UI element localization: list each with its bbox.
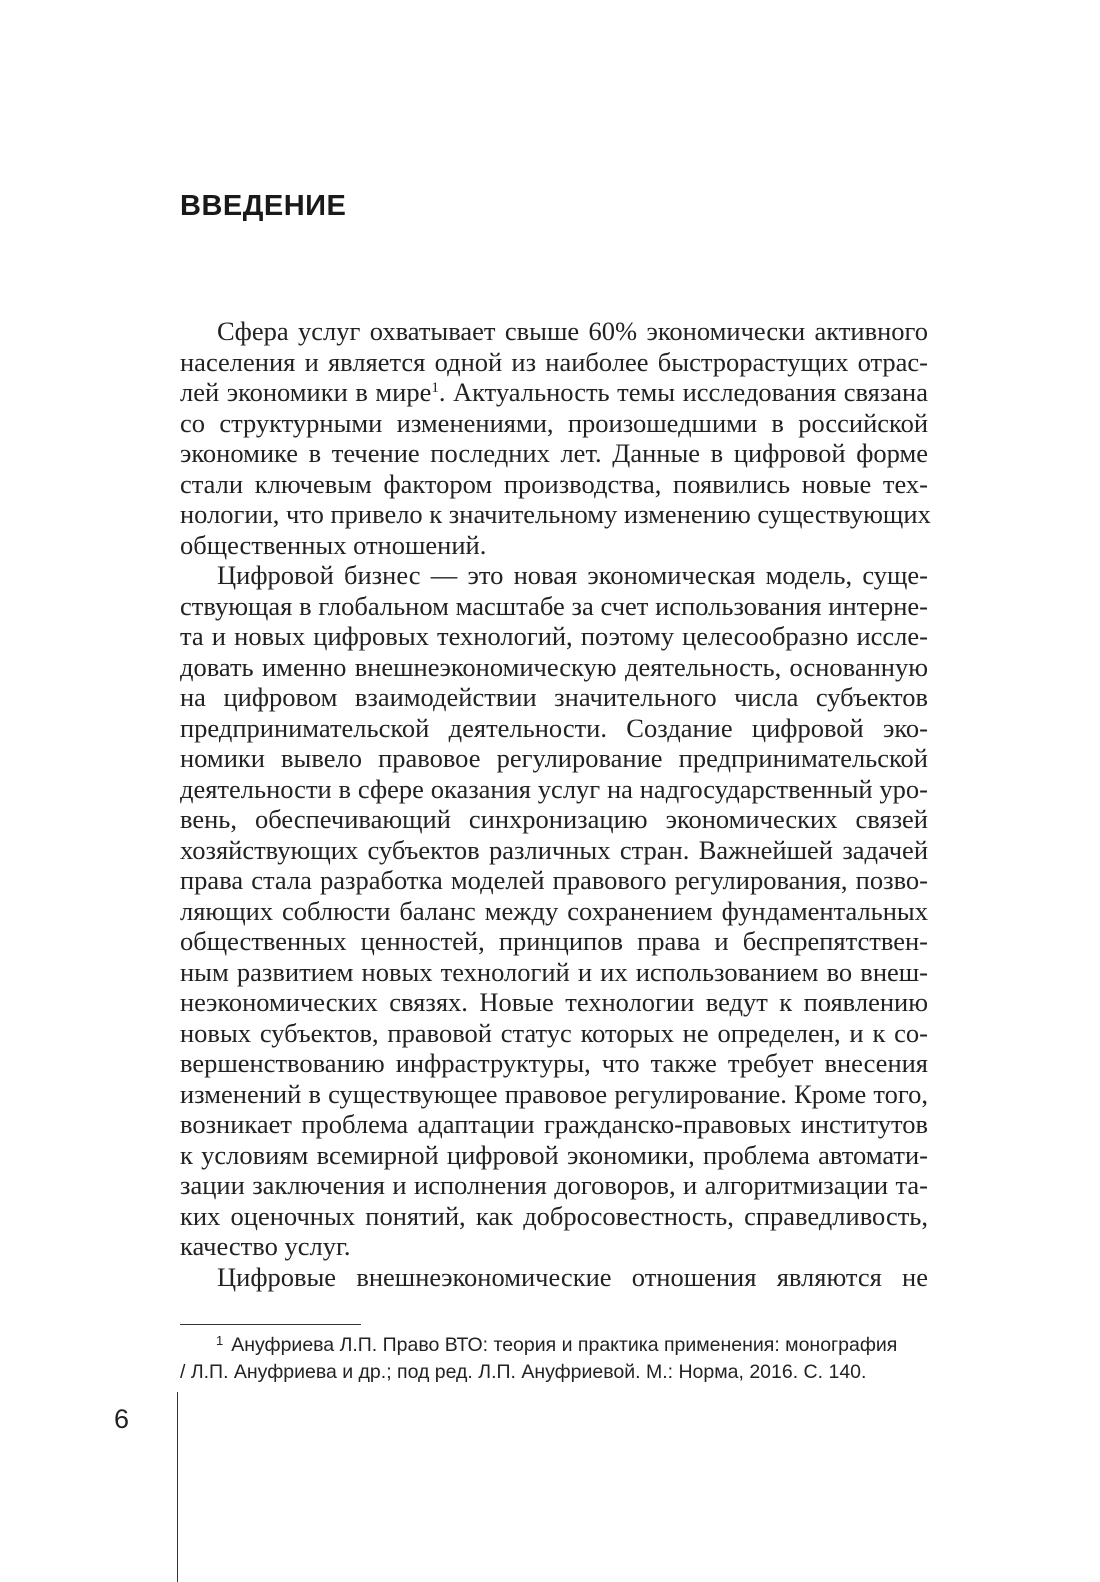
margin-rule bbox=[177, 1392, 178, 1582]
text-line: неэкономических связях. Новые технологии ведут к появлению bbox=[180, 987, 928, 1017]
text-line: ствующая в глобальном масштабе за счет использования интерне- bbox=[180, 590, 928, 621]
text-line: к условиям всемирной цифровой экономики, проблема автомати- bbox=[180, 1139, 928, 1170]
text-line: стали ключевым фактором производства, появились новые тех- bbox=[180, 468, 928, 499]
footnote bbox=[180, 1332, 928, 1386]
footnote-reference[interactable]: 1 bbox=[431, 380, 439, 396]
text-line: Цифровые внешнеэкономические отношения являются не bbox=[217, 1261, 928, 1292]
text-line: на цифровом взаимодействии значительного числа субъектов bbox=[180, 682, 928, 712]
text-line: качество услуг. bbox=[180, 1231, 351, 1261]
text-line: со структурными изменениями, произошедшими в российской bbox=[180, 407, 928, 438]
text-fragment: лей экономики в мире bbox=[180, 377, 432, 407]
chapter-heading: ВВЕДЕНИЕ bbox=[180, 190, 347, 222]
text-line: ких оценочных понятий, как добросовестность, справедливость, bbox=[180, 1200, 928, 1231]
text-line: та и новых цифровых технологий, поэтому целесообразно иссле- bbox=[180, 621, 928, 651]
footnote-line bbox=[180, 1332, 928, 1359]
text-line: Цифровой бизнес — это новая экономическая модель, суще- bbox=[217, 560, 928, 590]
text-line: ным развитием новых технологий и их использованием во внеш- bbox=[180, 956, 928, 987]
text-line: населения и является одной из наиболее быстрорастущих отрас- bbox=[180, 346, 928, 377]
text-line: зации заключения и исполнения договоров, и алгоритмизации та- bbox=[180, 1170, 928, 1200]
text-line: предпринимательской деятельности. Создание цифровой эко- bbox=[180, 712, 928, 743]
text-line: ляющих соблюсти баланс между сохранением фундаментальных bbox=[180, 895, 928, 926]
body-text bbox=[180, 316, 931, 1292]
text-line: номики вывело правовое регулирование предпринимательской bbox=[180, 743, 928, 773]
text-line bbox=[180, 377, 928, 408]
text-fragment: . Актуальность темы исследования связана bbox=[438, 377, 928, 407]
text-line: общественных ценностей, принципов права и беспрепятствен- bbox=[180, 926, 928, 956]
text-line: права стала разработка моделей правового регулирования, позво- bbox=[180, 865, 928, 895]
text-line: экономике в течение последних лет. Данные в цифровой форме bbox=[180, 438, 928, 468]
footnote-separator bbox=[180, 1324, 361, 1325]
text-line: деятельности в сфере оказания услуг на надгосударственный уро- bbox=[180, 773, 928, 804]
footnote-line: / Л.П. Ануфриева и др.; под ред. Л.П. Ануфриевой. М.: Норма, 2016. С. 140. bbox=[180, 1361, 867, 1383]
footnote-text: Ануфриева Л.П. Право ВТО: теория и практика применения: монография bbox=[231, 1334, 898, 1356]
text-line: возникает проблема адаптации гражданско-правовых институтов bbox=[180, 1109, 928, 1139]
text-line: довать именно внешнеэкономическую деятельность, основанную bbox=[180, 651, 928, 682]
text-line: общественных отношений. bbox=[180, 529, 487, 560]
text-line: изменений в существующее правовое регулирование. Кроме того, bbox=[180, 1078, 928, 1109]
text-line: хозяйствующих субъектов различных стран. Важнейшей задачей bbox=[180, 834, 928, 865]
footnote-mark: 1 bbox=[216, 1333, 224, 1348]
text-line: вершенствованию инфраструктуры, что также требует внесения bbox=[180, 1048, 928, 1078]
page-number: 6 bbox=[114, 1404, 130, 1434]
text-line: новых субъектов, правовой статус которых не определен, и к со- bbox=[180, 1017, 928, 1048]
text-line: нологии, что привело к значительному изменению существующих bbox=[180, 499, 931, 529]
text-line: Сфера услуг охватывает свыше 60% экономически активного bbox=[217, 316, 928, 346]
text-line: вень, обеспечивающий синхронизацию экономических связей bbox=[180, 804, 928, 834]
